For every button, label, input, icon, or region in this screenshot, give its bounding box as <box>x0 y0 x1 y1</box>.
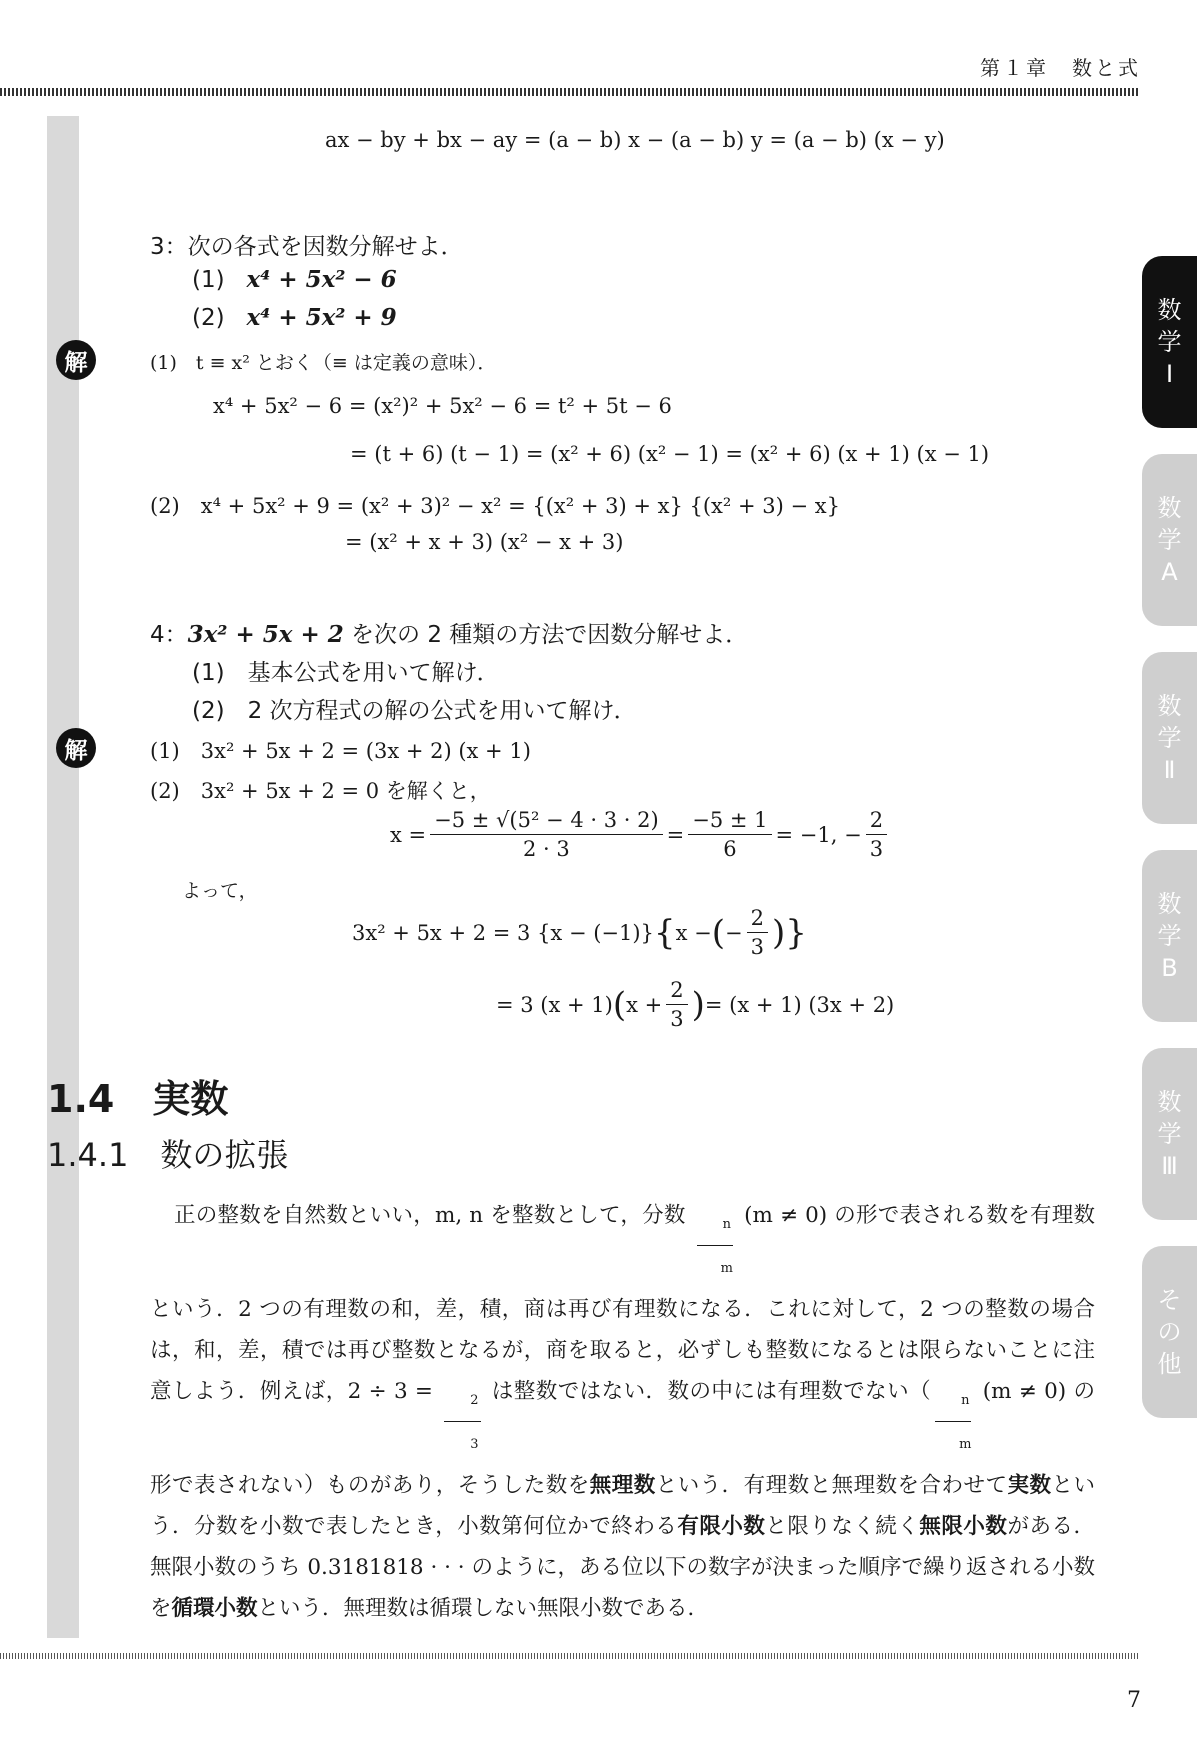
problem-3-solution-1-intro: (1) t ≡ x² とおく（≡ は定義の意味）． <box>150 352 497 374</box>
page-number: 7 <box>1127 1688 1141 1713</box>
problem-3-solution-1-line-2: = (t + 6) (t − 1) = (x² + 6) (x² − 1) = (x² + 6) (x + 1) (x − 1) <box>350 442 990 466</box>
problem-4-item-2: (2) 2 次方程式の解の公式を用いて解け． <box>192 698 637 724</box>
fraction-n-over-m: $\frac{n}{m}$ <box>697 1204 733 1289</box>
subsection-title: 1.4.1 数の拡張 <box>47 1136 289 1174</box>
tab-math-1[interactable]: 数学Ⅰ <box>1142 256 1197 428</box>
fraction-n-over-m-2: $\frac{n}{m}$ <box>935 1380 971 1465</box>
problem-4-solution-2-intro: (2) 3x² + 5x + 2 = 0 を解くと， <box>150 779 491 803</box>
footer-rule <box>0 1653 1138 1659</box>
problem-3-prompt: 3：次の各式を因数分解せよ． <box>150 234 464 260</box>
factorization-line-1: 3x² + 5x + 2 = 3 {x − (−1)} { x − ( − $\frac{2}{3}$ ) } <box>352 906 807 959</box>
problem-3-solution-2-line-2: = (x² + x + 3) (x² − x + 3) <box>345 530 624 554</box>
chapter-header: 第１章 数と式 <box>980 56 1141 80</box>
header-rule <box>0 88 1138 96</box>
body-paragraph: 正の整数を自然数といい，m, n を整数として，分数 $\frac{n}{m}$ (m ≠ 0) の形で表される数を有理数という．2 つの有理数の和，差，積，商は再び有理数になる．これに対して，2 つの整数の場合は，和，差，積では再び整数となるが，商を取ると，必ずしも整数になるとは限らないことに注意しよう．例えば，2 ÷ 3 = $\frac{2}{3}$ は整数ではない．数の中には有理数でない（ $\frac{n}{m}$ (m ≠ 0) の形で表されない）ものがあり，そうした数を無理数という．有理数と無理数を合わせて実数という．分数を小数で表したとき，小数第何位かで終わる有限小数と限りなく続く無限小数がある．無限小数のうち 0.3181818 · · · のように，ある位以下の数字が決まった順序で繰り返される小数を循環小数という．無理数は循環しない無限小数である． <box>150 1203 1095 1621</box>
tab-math-3[interactable]: 数学Ⅲ <box>1142 1048 1197 1220</box>
fraction-2-over-3: $\frac{2}{3}$ <box>444 1380 480 1465</box>
solution-badge-3: 解 <box>56 340 96 380</box>
section-title: 1.4 実数 <box>47 1077 229 1121</box>
tab-other[interactable]: その他 <box>1142 1246 1197 1418</box>
problem-3-item-2: (2) x⁴ + 5x² + 9 <box>192 304 397 331</box>
tab-math-b[interactable]: 数学B <box>1142 850 1197 1022</box>
tab-math-2[interactable]: 数学Ⅱ <box>1142 652 1197 824</box>
problem-4-item-1: (1) 基本公式を用いて解け． <box>192 660 500 686</box>
therefore-label: よって， <box>182 880 258 902</box>
problem-3-solution-2-line-1: (2) x⁴ + 5x² + 9 = (x² + 3)² − x² = {(x² + 3) + x} {(x² + 3) − x} <box>150 494 840 518</box>
tab-math-a[interactable]: 数学A <box>1142 454 1197 626</box>
solution-badge-4: 解 <box>56 728 96 768</box>
factorization-line-2: = 3 (x + 1) ( x + $\frac{2}{3}$ ) = (x + 1) (3x + 2) <box>496 978 895 1031</box>
problem-3-solution-1-line-1: x⁴ + 5x² − 6 = (x²)² + 5x² − 6 = t² + 5t − 6 <box>213 394 672 418</box>
problem-3-item-1: (1) x⁴ + 5x² − 6 <box>192 266 397 293</box>
problem-4-solution-1: (1) 3x² + 5x + 2 = (3x + 2) (x + 1) <box>150 739 531 763</box>
quadratic-formula: x = $\frac{\text{−5 ± √(5² − 4 · 3 · 2)}}{2 \cdot 3}$ = $\frac{-5 \pm 1}{6}$ = −1, − $\frac{2}{3}$ <box>390 808 891 861</box>
top-equation: ax − by + bx − ay = (a − b) x − (a − b) y = (a − b) (x − y) <box>325 128 945 152</box>
problem-4-prompt: 4：3x² + 5x + 2 を次の 2 種類の方法で因数分解せよ． <box>150 621 749 648</box>
